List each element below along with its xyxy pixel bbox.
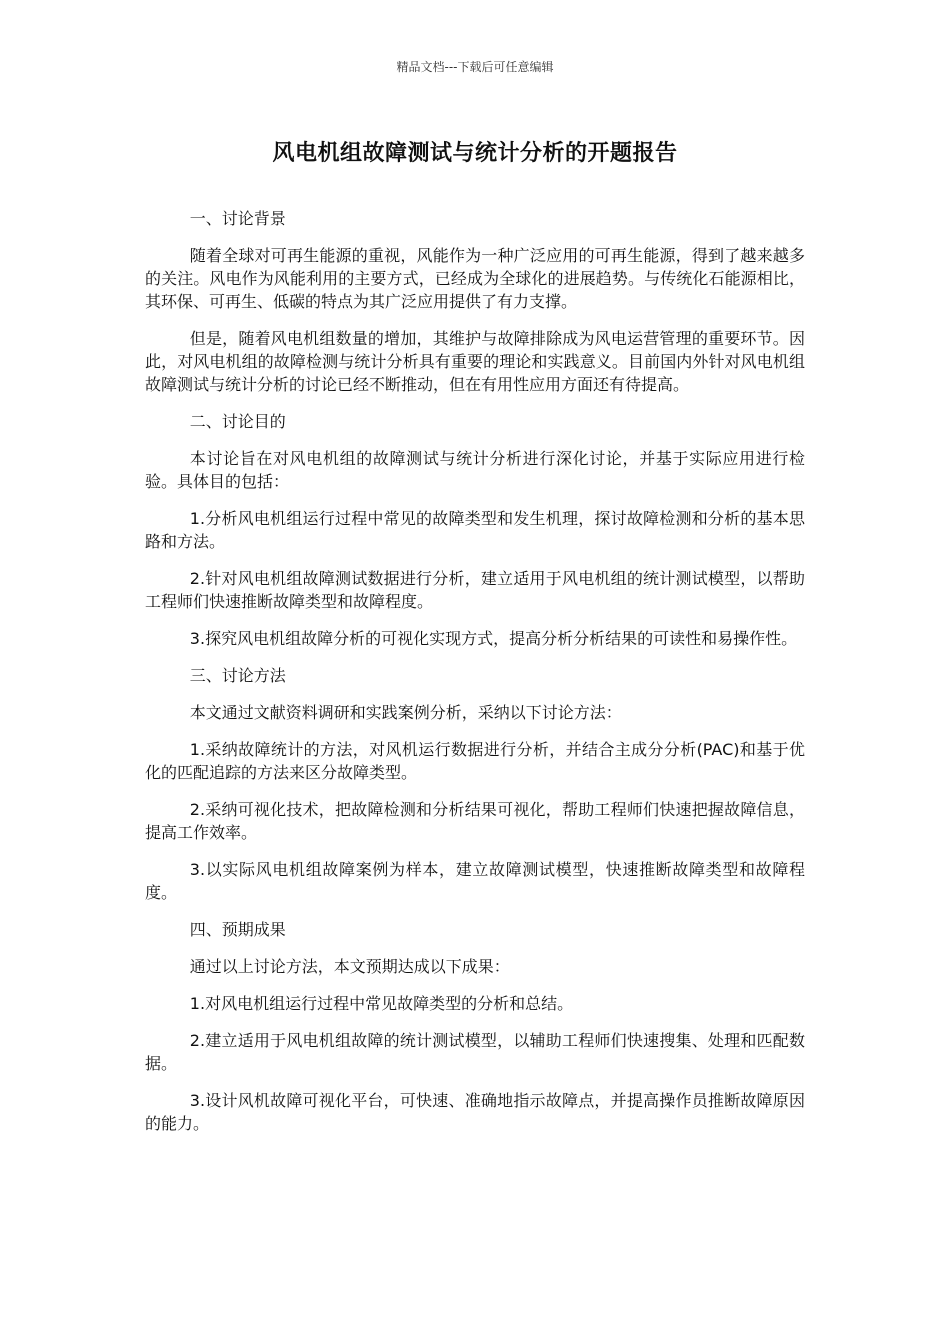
document-body: [145, 207, 805, 1149]
paragraph: 本讨论旨在对风电机组的故障测试与统计分析进行深化讨论，并基于实际应用进行检验。具体目的包括：: [145, 449, 805, 491]
section-heading-outcomes: 四、预期成果: [189, 920, 286, 939]
list-item: 1.对风电机组运行过程中常见故障类型的分析和总结。: [189, 994, 574, 1013]
list-item: 2.采纳可视化技术，把故障检测和分析结果可视化，帮助工程师们快速把握故障信息，提高工作效率。: [145, 800, 805, 842]
document-title: 风电机组故障测试与统计分析的开题报告: [272, 141, 678, 166]
section-heading-purpose: 二、讨论目的: [189, 412, 286, 431]
section-heading-method: 三、讨论方法: [189, 666, 286, 685]
paragraph: 本文通过文献资料调研和实践案例分析，采纳以下讨论方法：: [189, 703, 622, 722]
list-item: 3.以实际风电机组故障案例为样本，建立故障测试模型，快速推断故障类型和故障程度。: [145, 860, 805, 902]
list-item: 2.建立适用于风电机组故障的统计测试模型，以辅助工程师们快速搜集、处理和匹配数据。: [145, 1031, 805, 1073]
list-item: 1.分析风电机组运行过程中常见的故障类型和发生机理，探讨故障检测和分析的基本思路和方法。: [145, 509, 805, 551]
list-item: 2.针对风电机组故障测试数据进行分析，建立适用于风电机组的统计测试模型，以帮助工程师们快速推断故障类型和故障程度。: [145, 569, 805, 611]
list-item: 3.设计风机故障可视化平台，可快速、准确地指示故障点，并提高操作员推断故障原因的能力。: [145, 1091, 805, 1133]
list-item: 3.探究风电机组故障分析的可视化实现方式，提高分析分析结果的可读性和易操作性。: [189, 629, 798, 648]
paragraph: 通过以上讨论方法，本文预期达成以下成果：: [189, 957, 510, 976]
section-heading-background: 一、讨论背景: [189, 209, 286, 228]
paragraph: 但是，随着风电机组数量的增加，其维护与故障排除成为风电运营管理的重要环节。因此，对风电机组的故障检测与统计分析具有重要的理论和实践意义。目前国内外针对风电机组故障测试与统计分析的讨论已经不断推动，但在有用性应用方面还有待提高。: [145, 329, 805, 394]
header-note: 精品文档---下载后可任意编辑: [396, 60, 554, 74]
paragraph: 随着全球对可再生能源的重视，风能作为一种广泛应用的可再生能源，得到了越来越多的关注。风电作为风能利用的主要方式，已经成为全球化的进展趋势。与传统化石能源相比，其环保、可再生、低碳的特点为其广泛应用提供了有力支撑。: [145, 246, 805, 311]
list-item: 1.采纳故障统计的方法，对风机运行数据进行分析，并结合主成分分析(PAC)和基于优化的匹配追踪的方法来区分故障类型。: [145, 740, 805, 782]
